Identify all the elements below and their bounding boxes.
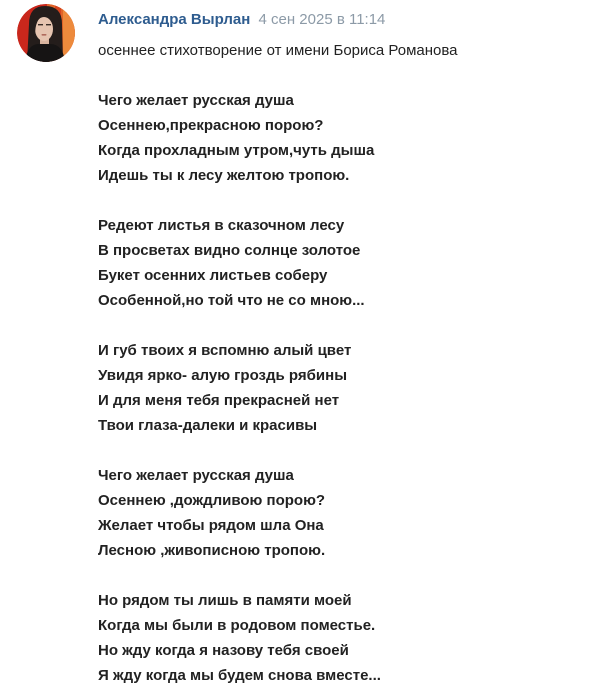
poem-line: Я жду когда мы будем снова вместе... xyxy=(98,667,381,684)
poem-line: Но жду когда я назову тебя своей xyxy=(98,642,349,659)
post-intro: осеннее стихотворение от имени Бориса Романова xyxy=(98,42,458,59)
poem-stanza-3 xyxy=(98,338,597,438)
poem-line: Редеют листья в сказочном лесу xyxy=(98,217,345,234)
poem-line: Желает чтобы рядом шла Она xyxy=(98,517,324,534)
poem-line: Чего желает русская душа xyxy=(98,92,294,109)
poem-line: И для меня тебя прекрасней нет xyxy=(98,392,340,409)
poem-line: Букет осенних листьев соберу xyxy=(98,267,328,284)
poem-line: Когда мы были в родовом поместье. xyxy=(98,617,376,634)
poem-line: Когда прохладным утром,чуть дыша xyxy=(98,142,375,159)
poem-stanza-2 xyxy=(98,213,597,313)
author-name[interactable]: Александра Вырлан xyxy=(98,11,251,28)
poem-line: Увидя ярко- алую гроздь рябины xyxy=(98,367,348,384)
post-text xyxy=(98,38,597,685)
poem-stanza-4 xyxy=(98,463,597,563)
poem-line: Осеннею,прекрасною порою? xyxy=(98,117,324,134)
avatar[interactable] xyxy=(17,4,75,62)
poem-line: Лесною ,живописною тропою. xyxy=(98,542,326,559)
poem-line: Осеннею ,дождливою порою? xyxy=(98,492,326,509)
poem-stanza-1 xyxy=(98,88,597,188)
post-date[interactable]: 4 сен 2025 в 11:14 xyxy=(258,11,386,28)
poem-line: И губ твоих я вспомню алый цвет xyxy=(98,342,352,359)
avatar-photo xyxy=(17,4,75,62)
poem-line: Идешь ты к лесу желтою тропою. xyxy=(98,167,350,184)
poem-line: Но рядом ты лишь в памяти моей xyxy=(98,592,352,609)
post-header xyxy=(98,10,597,30)
poem-line: Особенной,но той что не со мною... xyxy=(98,292,365,309)
post-content xyxy=(98,10,597,685)
poem-line: Твои глаза-далеки и красивы xyxy=(98,417,318,434)
poem-stanza-5 xyxy=(98,588,597,685)
poem-line: В просветах видно солнце золотое xyxy=(98,242,361,259)
poem-line: Чего желает русская душа xyxy=(98,467,294,484)
